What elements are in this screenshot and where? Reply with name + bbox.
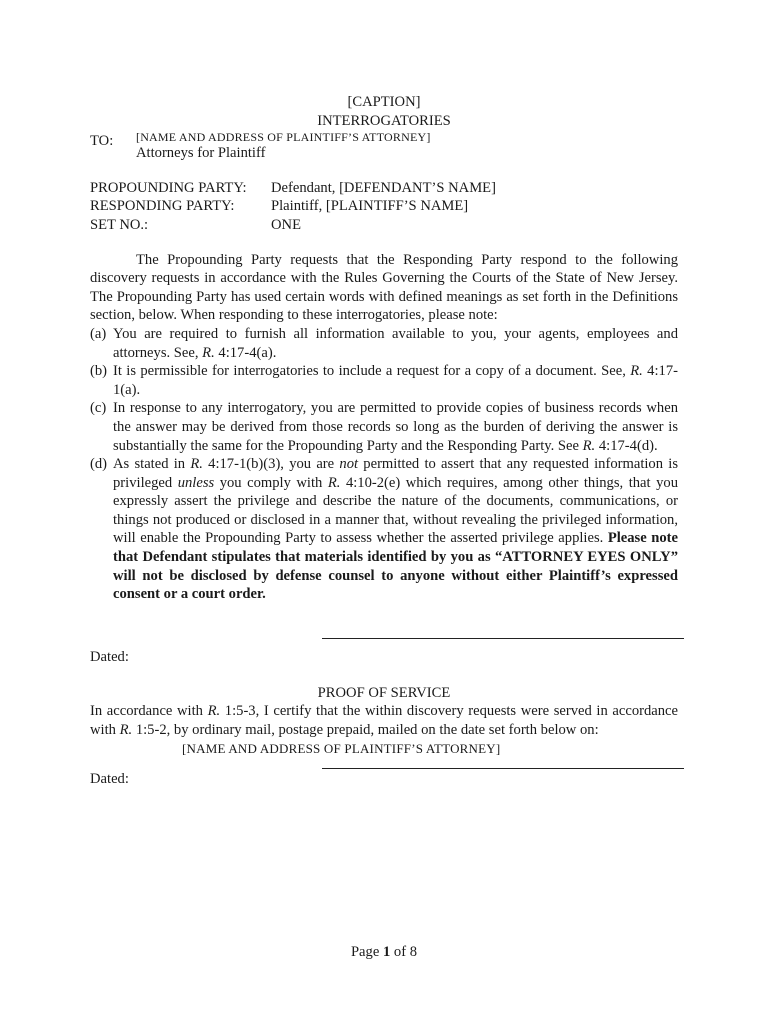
party-row-set-no <box>90 216 678 235</box>
party-row-propounding <box>90 179 678 198</box>
to-label: TO: <box>90 133 114 150</box>
page-footer: Page 1 of 8 <box>350 944 418 960</box>
document-title: INTERROGATORIES <box>317 112 451 129</box>
party-value: ONE <box>271 216 301 233</box>
party-value: Defendant, [DEFENDANT’S NAME] <box>271 179 496 196</box>
list-marker: (a) <box>90 325 107 342</box>
party-label: SET NO.: <box>90 216 149 233</box>
list-marker: (d) <box>90 456 108 473</box>
total-pages: 8 <box>409 944 418 960</box>
intro-paragraph: The Propounding Party requests that the Responding Party respond to the following discovery requests in accordance with the Rules Governing the Courts of the State of New Jersey. The Propounding Party has used certain words with defined meanings as set forth in the Definitions section, below. When responding to these interrogatories, please note: <box>90 251 678 324</box>
proof-of-service-text: In accordance with R. 1:5-3, I certify that the within discovery requests were served in accordance with R. 1:5-2, by ordinary mail, postage prepaid, mailed on the date set forth below on: <box>90 703 678 739</box>
to-block <box>90 130 678 163</box>
list-item-b <box>90 362 678 399</box>
list-item-c <box>90 399 678 455</box>
party-label: PROPOUNDING PARTY: <box>90 179 247 196</box>
dated-label: Dated: <box>90 648 129 665</box>
signature-row-2 <box>90 768 678 798</box>
to-address: [NAME AND ADDRESS OF PLAINTIFF’S ATTORNEY] <box>136 130 431 145</box>
list-item-a <box>90 325 678 362</box>
caption: [CAPTION] <box>347 94 421 110</box>
stipulation-bold: Please note that Defendant stipulates that materials identified by you as “ATTORNEY EYES ONLY” will not be disclosed by defense counsel to anyone without either Plaintiff’s expressed consent or a court order. <box>113 530 678 603</box>
list-marker: (b) <box>90 363 108 380</box>
current-page: 1 <box>382 944 391 960</box>
party-table <box>90 179 678 235</box>
signature-line <box>322 768 684 769</box>
party-row-responding <box>90 197 678 216</box>
list-marker: (c) <box>90 400 107 417</box>
signature-row-1 <box>90 638 678 668</box>
list-text: You are required to furnish all information available to you, your agents, employees and attorneys. See, R. 4:17-4(a). <box>113 325 678 361</box>
list-item-d <box>90 455 678 604</box>
document-page <box>90 93 678 798</box>
signature-line <box>322 638 684 639</box>
attorneys-for: Attorneys for Plaintiff <box>136 145 266 162</box>
list-text: In response to any interrogatory, you are permitted to provide copies of business records when the answer may be derived from those records so long as the burden of deriving the answer is substantially the same for the Propounding Party and the Responding Party. See R. 4:17-4(d). <box>113 400 678 454</box>
party-value: Plaintiff, [PLAINTIFF’S NAME] <box>271 198 469 215</box>
proof-of-service-title: PROOF OF SERVICE <box>317 684 451 701</box>
party-label: RESPONDING PARTY: <box>90 198 235 215</box>
dated-label: Dated: <box>90 770 129 787</box>
list-text: As stated in R. 4:17-1(b)(3), you are not permitted to assert that any requested information is privileged unless you comply with R. 4:10-2(e) which requires, among other things, that you expressly assert the privilege and describe the nature of the documents, communications, or things not produced or disclosed in a manner that, without revealing the privileged information, will enable the Propounding Party to assess whether the asserted privilege applies. Please note that Defendant stipulates that materials identified by you as “ATTORNEY EYES ONLY” will not be disclosed by defense counsel to anyone without either Plaintiff’s expressed consent or a court order. <box>113 456 678 603</box>
list-text: It is permissible for interrogatories to include a request for a copy of a document. See, R. 4:17-1(a). <box>113 363 678 398</box>
proof-address: [NAME AND ADDRESS OF PLAINTIFF’S ATTORNEY] <box>182 740 501 756</box>
